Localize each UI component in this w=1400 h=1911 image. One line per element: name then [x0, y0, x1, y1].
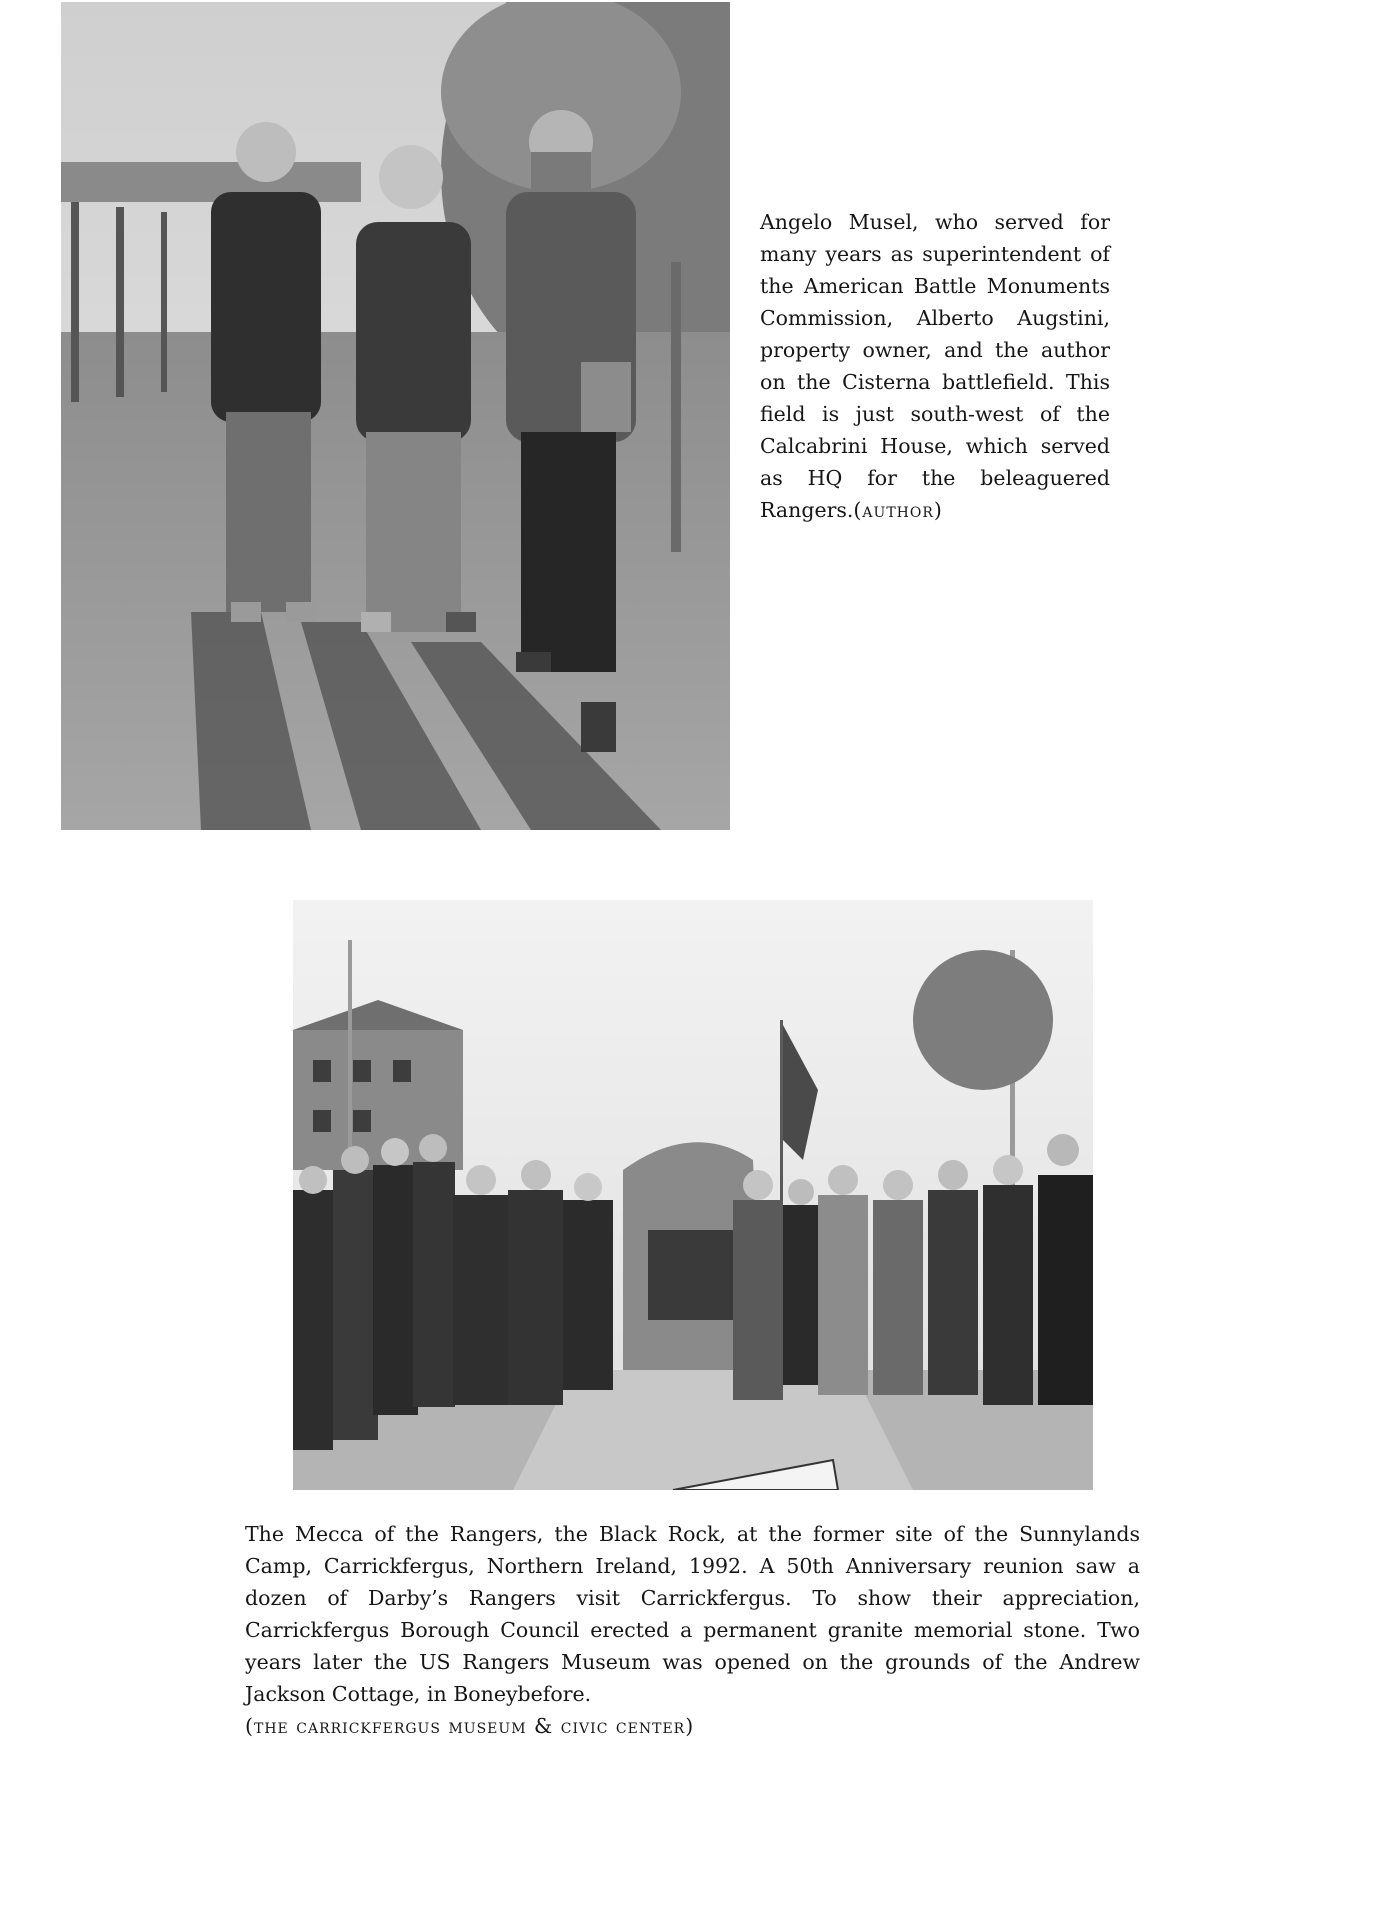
caption-top-text: Angelo Musel, who served for many years as superintendent of the American Battle Monuments Commission, Alberto Augstini, property owner, and the author on the Cisterna battlefield. This field is just south-west of the Calcabrini House, which served as HQ for the beleaguered Rangers. [760, 210, 1110, 522]
caption-bottom-credit: (the carrickfergus museum & civic center) [245, 1714, 695, 1738]
caption-top-credit: (author) [853, 498, 943, 522]
caption-bottom [245, 1518, 1140, 1742]
caption-top [760, 206, 1110, 526]
photo-rangers-memorial-group-icon [293, 900, 1093, 1490]
photo-rangers-memorial-group [293, 900, 1093, 1490]
photo-three-men-field-icon [61, 2, 730, 830]
photo-three-men-field [61, 2, 730, 830]
caption-bottom-text: The Mecca of the Rangers, the Black Rock, at the former site of the Sunnylands Camp, Carrickfergus, Northern Ireland, 1992. A 50th Anniversary reunion saw a dozen of Darby’s Rangers visit Carrickfergus. To show their appreciation, Carrickfergus Borough Council erected a permanent granite memorial stone. Two years later the US Rangers Museum was opened on the grounds of the Andrew Jackson Cottage, in Boneybefore. [245, 1522, 1140, 1706]
